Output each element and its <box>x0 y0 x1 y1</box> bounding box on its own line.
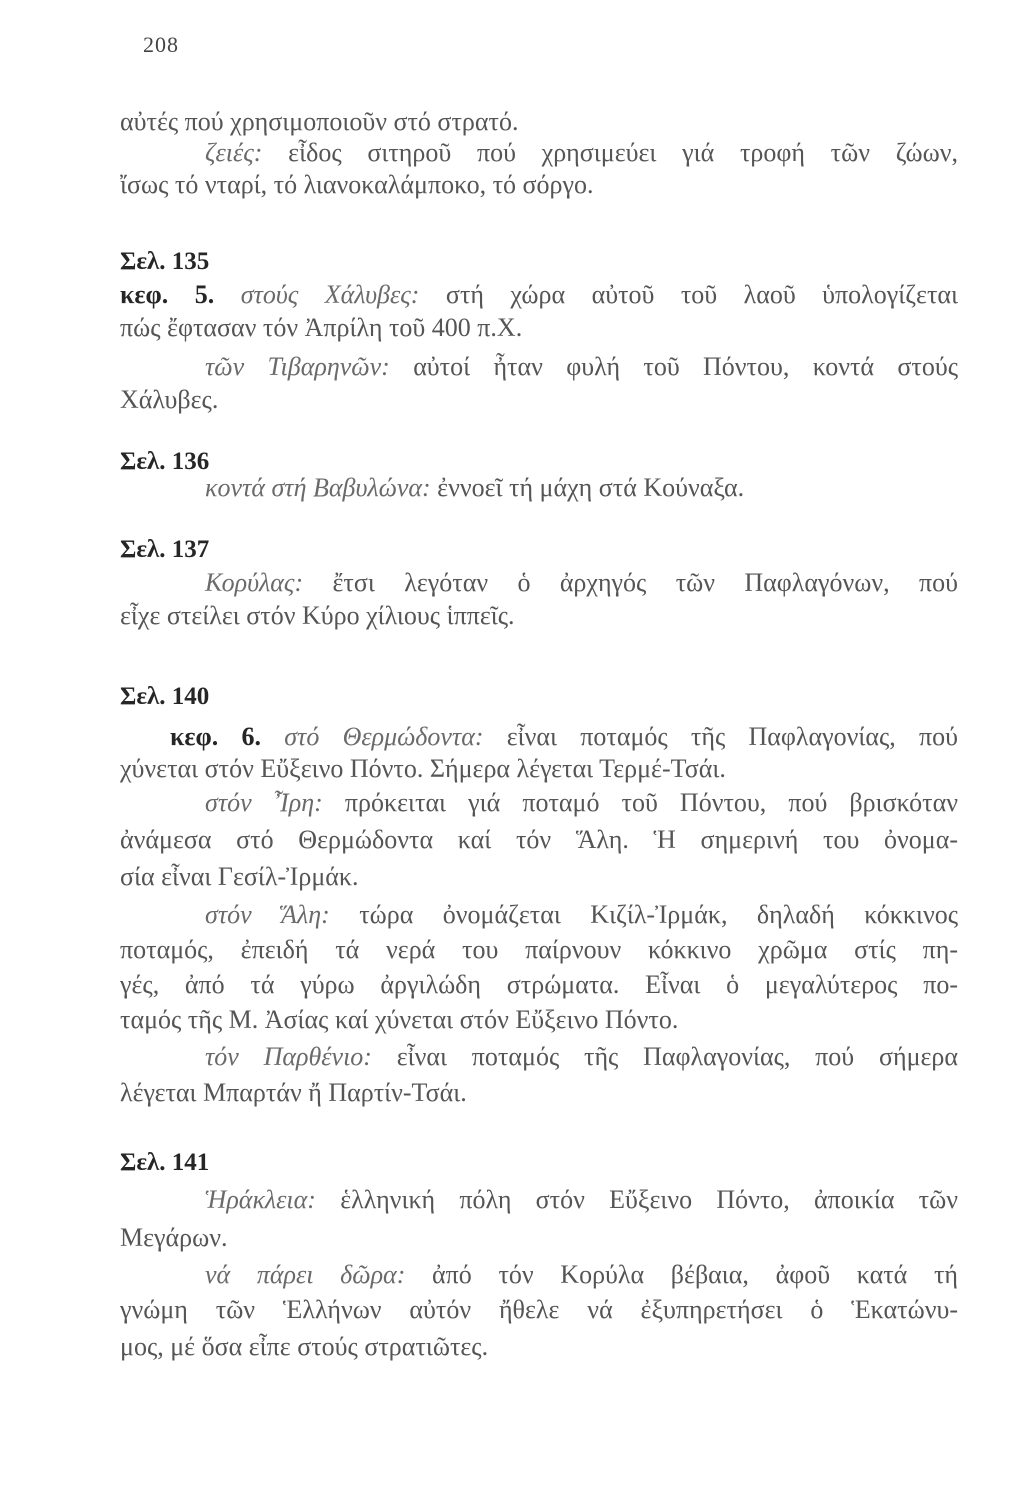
note-line <box>205 898 958 932</box>
note-term: νά πάρει δῶρα: <box>205 1260 406 1289</box>
note-term: ζειές: <box>205 138 263 167</box>
section-heading: Σελ. 141 <box>120 1149 210 1176</box>
note-line <box>120 278 958 312</box>
note-text: αὐτοί ἦταν φυλή τοῦ Πόντου, κοντά στούς <box>413 352 958 381</box>
note-text: πρόκειται γιά ποταμό τοῦ Πόντου, πού βρισκόταν <box>344 788 959 817</box>
note-text: εἶναι ποταμός τῆς Παφλαγονίας, πού σήμερα <box>396 1042 959 1071</box>
note-text: γνώμη τῶν Ἑλλήνων αὐτόν ἤθελε νά ἐξυπηρετήσει ὁ Ἑκατώνυ- <box>120 1295 958 1324</box>
note-term: τόν Παρθένιο: <box>205 1042 372 1071</box>
note-text: ποταμός, ἐπειδή τά νερά του παίρνουν κόκκινο χρῶμα στίς πη- <box>120 935 958 964</box>
note-line <box>120 168 958 202</box>
note-line <box>170 720 958 754</box>
note-line <box>120 1076 958 1110</box>
note-text: Μεγάρων. <box>120 1223 228 1252</box>
note-text: ἐννοεῖ τή μάχη στά Κούναξα. <box>437 473 745 502</box>
note-line <box>205 350 958 384</box>
note-term: στό Θερμώδοντα: <box>284 722 484 751</box>
note-text: μος, μέ ὅσα εἶπε στούς στρατιῶτες. <box>120 1332 489 1361</box>
note-line <box>120 860 958 894</box>
section-heading: Σελ. 136 <box>120 448 210 475</box>
note-term: στούς Χάλυβες: <box>240 280 420 309</box>
note-line <box>120 599 958 633</box>
note-text: εἶδος σιτηροῦ πού χρησιμεύει γιά τροφή τῶν ζώων, <box>288 138 959 167</box>
note-text: λέγεται Μπαρτάν ἤ Παρτίν-Τσάι. <box>120 1078 467 1107</box>
note-term: στόν Ἶρη: <box>205 788 323 817</box>
note-line <box>120 823 958 857</box>
note-line <box>205 566 958 600</box>
chapter-label: κεφ. 6. <box>170 722 261 751</box>
note-text: στή χώρα αὐτοῦ τοῦ λαοῦ ὑπολογίζεται <box>445 280 959 309</box>
note-line <box>205 471 958 505</box>
note-line <box>205 136 958 170</box>
note-text: Χάλυβες. <box>120 385 219 414</box>
note-line <box>120 752 958 786</box>
note-line <box>120 1330 958 1364</box>
note-term: τῶν Τιβαρηνῶν: <box>205 352 390 381</box>
note-text: ἑλληνική πόλη στόν Εὔξεινο Πόντο, ἀποικία τῶν <box>340 1185 959 1214</box>
chapter-label: κεφ. 5. <box>120 280 215 309</box>
note-text: ἀπό τόν Κορύλα βέβαια, ἀφοῦ κατά τή <box>432 1260 959 1289</box>
note-term: Ἡράκλεια: <box>205 1185 316 1214</box>
continuation-line <box>120 105 958 139</box>
note-line <box>205 786 958 820</box>
note-term: κοντά στή Βαβυλώνα: <box>205 473 431 502</box>
section-heading: Σελ. 135 <box>120 248 210 275</box>
note-text: πώς ἔφτασαν τόν Ἀπρίλη τοῦ 400 π.Χ. <box>120 313 523 342</box>
note-text: ἴσως τό νταρί, τό λιανοκαλάμποκο, τό σόργο. <box>120 170 594 199</box>
note-line <box>120 383 958 417</box>
note-term: στόν Ἅλη: <box>205 900 330 929</box>
note-text: ταμός τῆς Μ. Ἀσίας καί χύνεται στόν Εὔξεινο Πόντο. <box>120 1005 679 1034</box>
note-text: σία εἶναι Γεσίλ-Ἰρμάκ. <box>120 862 359 891</box>
note-text: χύνεται στόν Εὔξεινο Πόντο. Σήμερα λέγεται Τερμέ-Τσάι. <box>120 754 726 783</box>
note-text: εἶχε στείλει στόν Κύρο χίλιους ἱππεῖς. <box>120 601 515 630</box>
note-line <box>120 1221 958 1255</box>
note-line <box>205 1040 958 1074</box>
note-line <box>205 1258 958 1292</box>
note-line <box>120 933 958 967</box>
section-heading: Σελ. 140 <box>120 683 210 710</box>
note-line <box>205 1183 958 1217</box>
note-text: ἔτσι λεγόταν ὁ ἀρχηγός τῶν Παφλαγόνων, πού <box>332 568 958 597</box>
note-text: ἀνάμεσα στό Θερμώδοντα καί τόν Ἅλη. Ἡ σημερινή του ὀνομα- <box>120 825 958 854</box>
note-line <box>120 311 958 345</box>
note-term: Κορύλας: <box>205 568 304 597</box>
section-heading: Σελ. 137 <box>120 536 210 563</box>
note-text: εἶναι ποταμός τῆς Παφλαγονίας, πού <box>506 722 959 751</box>
note-text: αὐτές πού χρησιμοποιοῦν στό στρατό. <box>120 107 519 136</box>
note-line <box>120 968 958 1002</box>
note-line <box>120 1293 958 1327</box>
note-text: τώρα ὀνομάζεται Κιζίλ-Ἰρμάκ, δηλαδή κόκκινος <box>359 900 958 929</box>
note-text: γές, ἀπό τά γύρω ἀργιλώδη στρώματα. Εἶναι ὁ μεγαλύτερος πο- <box>120 970 958 999</box>
note-line <box>120 1003 958 1037</box>
page-number: 208 <box>143 32 179 57</box>
